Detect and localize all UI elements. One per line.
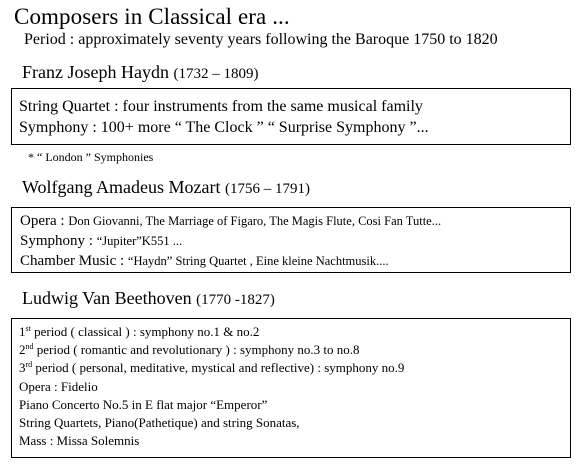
haydn-symphony-line: Symphony : 100+ more “ The Clock ” “ Surprise Symphony ”... [19, 119, 429, 136]
period-number: 1 [19, 324, 26, 339]
period-ordinal: nd [25, 342, 34, 351]
mozart-chamber-label: Chamber Music : [20, 253, 128, 269]
mozart-opera-line [20, 212, 441, 230]
mozart-works-box [11, 207, 571, 273]
haydn-name: Franz Joseph Haydn [22, 62, 174, 82]
era-period-text: Period : approximately seventy years following the Baroque 1750 to 1820 [24, 31, 498, 48]
period-description: period ( personal, meditative, mystical and reflective) : symphony no.9 [32, 360, 405, 375]
mozart-heading [22, 177, 310, 198]
haydn-works-box [11, 88, 571, 145]
beethoven-years: (1770 -1827) [196, 292, 275, 308]
haydn-heading [22, 62, 258, 83]
beethoven-mass-line: Mass : Missa Solemnis [19, 433, 140, 448]
period-ordinal: st [25, 324, 31, 333]
mozart-chamber-line [20, 252, 389, 270]
beethoven-name: Ludwig Van Beethoven [22, 288, 197, 308]
beethoven-opera-line: Opera : Fidelio [19, 379, 98, 394]
beethoven-works-box [11, 318, 571, 458]
page-title: Composers in Classical era ... [14, 4, 290, 29]
beethoven-heading [22, 288, 275, 309]
haydn-london-note: * “ London ” Symphonies [28, 150, 154, 164]
period-description: period ( classical ) : symphony no.1 & no.2 [30, 324, 260, 339]
period-number: 3 [19, 360, 26, 375]
mozart-opera-label: Opera : [20, 213, 69, 229]
period-number: 2 [19, 342, 26, 357]
mozart-chamber-text: “Haydn” String Quartet , Eine kleine Nachtmusik.... [127, 254, 389, 268]
mozart-years: (1756 – 1791) [225, 181, 311, 197]
beethoven-first-period-line [19, 324, 259, 340]
period-description: period ( romantic and revolutionary ) : symphony no.3 to no.8 [33, 342, 360, 357]
mozart-symphony-text: “Jupiter”K551 ... [96, 234, 183, 248]
beethoven-second-period-line [19, 342, 360, 358]
haydn-string-quartet-line: String Quartet : four instruments from the same musical family [19, 98, 423, 115]
haydn-years: (1732 – 1809) [173, 66, 259, 82]
mozart-name: Wolfgang Amadeus Mozart [22, 177, 226, 197]
period-ordinal: rd [25, 360, 33, 369]
beethoven-sonatas-line: String Quartets, Piano(Pathetique) and string Sonatas, [19, 415, 300, 430]
mozart-symphony-line [20, 232, 182, 250]
beethoven-third-period-line [19, 360, 404, 376]
mozart-symphony-label: Symphony : [20, 233, 97, 249]
beethoven-piano-concerto-line: Piano Concerto No.5 in E flat major “Emperor” [19, 397, 268, 412]
mozart-opera-text: Don Giovanni, The Marriage of Figaro, The Magis Flute, Cosi Fan Tutte... [68, 214, 442, 228]
